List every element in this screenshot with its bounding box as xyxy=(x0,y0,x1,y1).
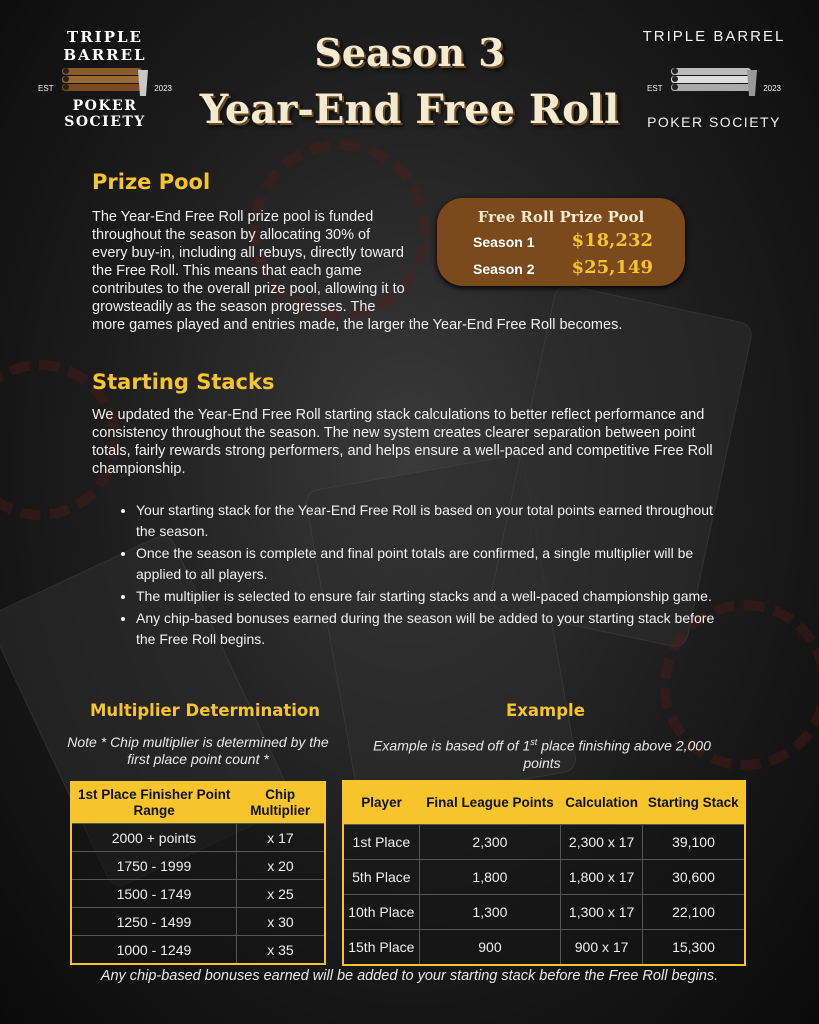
table-row xyxy=(71,824,325,852)
list-item: • The multiplier is selected to ensure fair starting stacks and a well-paced championship game. xyxy=(136,586,736,607)
list-item: • Once the season is complete and final point totals are confirmed, a single multiplier will be applied to all players. xyxy=(136,543,736,585)
table-cell: 1000 - 1249 xyxy=(71,936,236,965)
column-header: Final League Points xyxy=(419,781,561,825)
table-cell: x 25 xyxy=(236,880,325,908)
table-row xyxy=(71,880,325,908)
table-cell: 1750 - 1999 xyxy=(71,852,236,880)
table-cell: 1250 - 1499 xyxy=(71,908,236,936)
example-note xyxy=(360,734,724,772)
column-header: Player xyxy=(343,781,419,825)
table-cell: 1st Place xyxy=(343,825,419,860)
table-cell: 1,300 xyxy=(419,895,561,930)
logo-bottom-text: POKER SOCIETY xyxy=(647,114,781,130)
table-cell: 900 x 17 xyxy=(561,930,643,966)
list-item: • Your starting stack for the Year-End Free Roll is based on your total points earned throughout the season. xyxy=(136,500,736,542)
table-cell: 22,100 xyxy=(642,895,745,930)
table-header-row xyxy=(71,782,325,824)
multiplier-note: Note * Chip multiplier is determined by the first place point count * xyxy=(67,734,329,767)
table-cell: 2000 + points xyxy=(71,824,236,852)
column-header: 1st Place Finisher Point Range xyxy=(71,782,236,824)
footer-note: Any chip-based bonuses earned will be added to your starting stack before the Free Roll begins. xyxy=(100,968,719,984)
example-note-suffix: place finishing above 2,000 points xyxy=(523,737,711,771)
logo-est: EST xyxy=(647,84,663,93)
table-cell: 39,100 xyxy=(642,825,745,860)
table-cell: 1,300 x 17 xyxy=(561,895,643,930)
table-cell: 900 xyxy=(419,930,561,966)
table-cell: 30,600 xyxy=(642,860,745,895)
table-cell: x 35 xyxy=(236,936,325,965)
prize-row-amount: $25,149 xyxy=(571,257,653,278)
logo-top-text: TRIPLE BARREL xyxy=(63,28,147,64)
table-cell: 1500 - 1749 xyxy=(71,880,236,908)
prize-box-title: Free Roll Prize Pool xyxy=(477,208,645,226)
table-cell: 15th Place xyxy=(343,930,419,966)
table-cell: 1,800 xyxy=(419,860,561,895)
column-header: Chip Multiplier xyxy=(236,782,325,824)
table-cell: 1,800 x 17 xyxy=(561,860,643,895)
list-item: • Any chip-based bonuses earned during the season will be added to your starting stack before the Free Roll begins. xyxy=(136,608,736,650)
prize-row-amount: $18,232 xyxy=(571,230,653,251)
table-cell: x 30 xyxy=(236,908,325,936)
table-row xyxy=(343,930,745,966)
table-cell: 2,300 x 17 xyxy=(561,825,643,860)
column-header: Starting Stack xyxy=(642,781,745,825)
example-heading: Example xyxy=(506,701,585,720)
table-cell: 5th Place xyxy=(343,860,419,895)
table-row xyxy=(343,895,745,930)
page-title-line1: Season 3 xyxy=(314,30,505,75)
logo-year: 2023 xyxy=(763,84,781,93)
table-cell: 2,300 xyxy=(419,825,561,860)
starting-stacks-list xyxy=(118,500,736,651)
logo-est: EST xyxy=(38,84,54,93)
logo-top-text: TRIPLE BARREL xyxy=(642,28,786,45)
column-header: Calculation xyxy=(561,781,643,825)
table-row xyxy=(71,852,325,880)
logo-year: 2023 xyxy=(154,84,172,93)
table-cell: x 17 xyxy=(236,824,325,852)
page-title-line2: Year-End Free Roll xyxy=(199,86,620,133)
example-note-prefix: Example is based off of 1 xyxy=(373,737,531,754)
example-note-sup: st xyxy=(530,737,538,747)
prize-row-label: Season 2 xyxy=(473,261,535,277)
multiplier-table xyxy=(70,781,326,965)
prize-pool-text xyxy=(92,208,737,334)
table-cell: 15,300 xyxy=(642,930,745,966)
table-row xyxy=(71,936,325,965)
prize-pool-body: The Year-End Free Roll prize pool is funded throughout the season by allocating 30% of every buy-in, including all rebuys, directly toward the Free Roll. This means that each game contributes to the overall prize pool, allowing it to growsteadily as the season progresses. The more games played and entries made, the larger the Year-End Free Roll becomes. xyxy=(92,209,623,333)
prize-row-label: Season 1 xyxy=(473,234,535,250)
table-row xyxy=(343,860,745,895)
example-table xyxy=(342,780,746,966)
table-cell: x 20 xyxy=(236,852,325,880)
prize-pool-heading: Prize Pool xyxy=(92,170,211,194)
table-header-row xyxy=(343,781,745,825)
multiplier-heading: Multiplier Determination xyxy=(90,701,321,720)
table-row xyxy=(71,908,325,936)
starting-stacks-body: We updated the Year-End Free Roll starting stack calculations to better reflect performance and consistency throughout the season. The new system creates clearer separation between point totals, fairly rewards strong performers, and helps ensure a well-paced and competitive Free Roll championship. xyxy=(92,407,713,477)
starting-stacks-heading: Starting Stacks xyxy=(92,370,275,394)
logo-bottom-text: POKER SOCIETY xyxy=(64,98,146,130)
table-row xyxy=(343,825,745,860)
table-cell: 10th Place xyxy=(343,895,419,930)
